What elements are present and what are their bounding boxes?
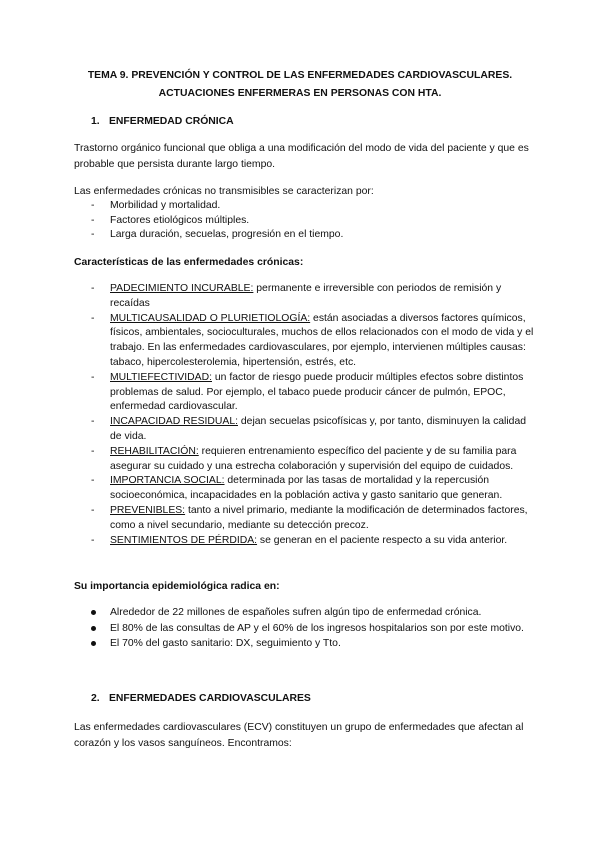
title-line-1: TEMA 9. PREVENCIÓN Y CONTROL DE LAS ENFERMEDADES CARDIOVASCULARES. xyxy=(87,70,513,81)
bullet-icon xyxy=(91,610,96,615)
bullet-icon xyxy=(91,626,96,631)
list-item: - PADECIMIENTO INCURABLE: permanente e irreversible con periodos de remisión y recaídas xyxy=(91,283,502,309)
importance-heading: Su importancia epidemiológica radica en: xyxy=(74,581,280,592)
section-1-heading xyxy=(91,114,234,130)
traits-list xyxy=(74,199,540,243)
section-2-number: 2. xyxy=(91,693,100,704)
list-item: Alrededor de 22 millones de españoles sufren algún tipo de enfermedad crónica. xyxy=(74,605,540,621)
list-item: - Larga duración, secuelas, progresión en el tiempo. xyxy=(91,229,344,240)
importance-list xyxy=(74,605,540,652)
list-item: - INCAPACIDAD RESIDUAL: dejan secuelas psicofísicas y, por tanto, disminuyen la calidad de vida. xyxy=(91,416,527,442)
list-item: - MULTICAUSALIDAD O PLURIETIOLOGÍA: están asociadas a diversos factores químicos, físicos, ambientales, socioculturales, muchos de ellos relacionados con el modo de vida y el trabajo. En las enfermedades cardiovasculares, por ejemplo, intervienen múltiples causas: tabaco, hipercolesterolemia, hipertensión, estrés, etc. xyxy=(91,312,534,368)
document-title xyxy=(60,67,540,103)
traits-intro: Las enfermedades crónicas no transmisibles se caracterizan por: xyxy=(74,186,374,197)
section-2-heading xyxy=(91,691,311,707)
list-item: - Factores etiológicos múltiples. xyxy=(91,214,250,226)
list-item: - IMPORTANCIA SOCIAL: determinada por las tasas de mortalidad y la repercusión socioeconómica, incapacidades en la población activa y gasto sanitario que generan. xyxy=(91,475,503,502)
list-item: - REHABILITACIÓN: requieren entrenamiento específico del paciente y de su familia para asegurar su cuidado y una estrecha colaboración y supervisión del equipo de cuidados. xyxy=(91,445,517,472)
list-item: El 80% de las consultas de AP y el 60% de los ingresos hospitalarios son por este motivo. xyxy=(74,621,540,637)
cardiovascular-intro: Las enfermedades cardiovasculares (ECV) constituyen un grupo de enfermedades que afectan al corazón y los vasos sanguíneos. Encontramos: xyxy=(74,722,524,749)
list-item: - Morbilidad y mortalidad. xyxy=(91,200,221,211)
bullet-icon xyxy=(91,641,96,646)
title-line-2: ACTUACIONES ENFERMERAS EN PERSONAS CON HTA. xyxy=(158,88,442,99)
section-1-title: ENFERMEDAD CRÓNICA xyxy=(109,116,234,127)
list-item: - PREVENIBLES: tanto a nivel primario, mediante la modificación de determinados factores, como a nivel secundario, mediante su detección precoz. xyxy=(91,504,528,531)
list-item: - SENTIMIENTOS DE PÉRDIDA: se generan en el paciente respecto a su vida anterior. xyxy=(91,534,508,546)
list-item: El 70% del gasto sanitario: DX, seguimiento y Tto. xyxy=(74,636,540,652)
list-item: - MULTIEFECTIVIDAD: un factor de riesgo puede producir múltiples efectos sobre distintos problemas de salud. Por ejemplo, el tabaco puede producir cáncer de pulmón, EPOC, enfermedad cardiovascular. xyxy=(91,371,524,413)
section-2-title: ENFERMEDADES CARDIOVASCULARES xyxy=(109,693,311,704)
chronic-disease-definition: Trastorno orgánico funcional que obliga a una modificación del modo de vida del paciente y que es probable que persista durante largo tiempo. xyxy=(74,143,529,170)
section-1-number: 1. xyxy=(91,116,100,127)
characteristics-heading: Características de las enfermedades crónicas: xyxy=(74,257,304,268)
characteristics-list xyxy=(74,282,540,548)
